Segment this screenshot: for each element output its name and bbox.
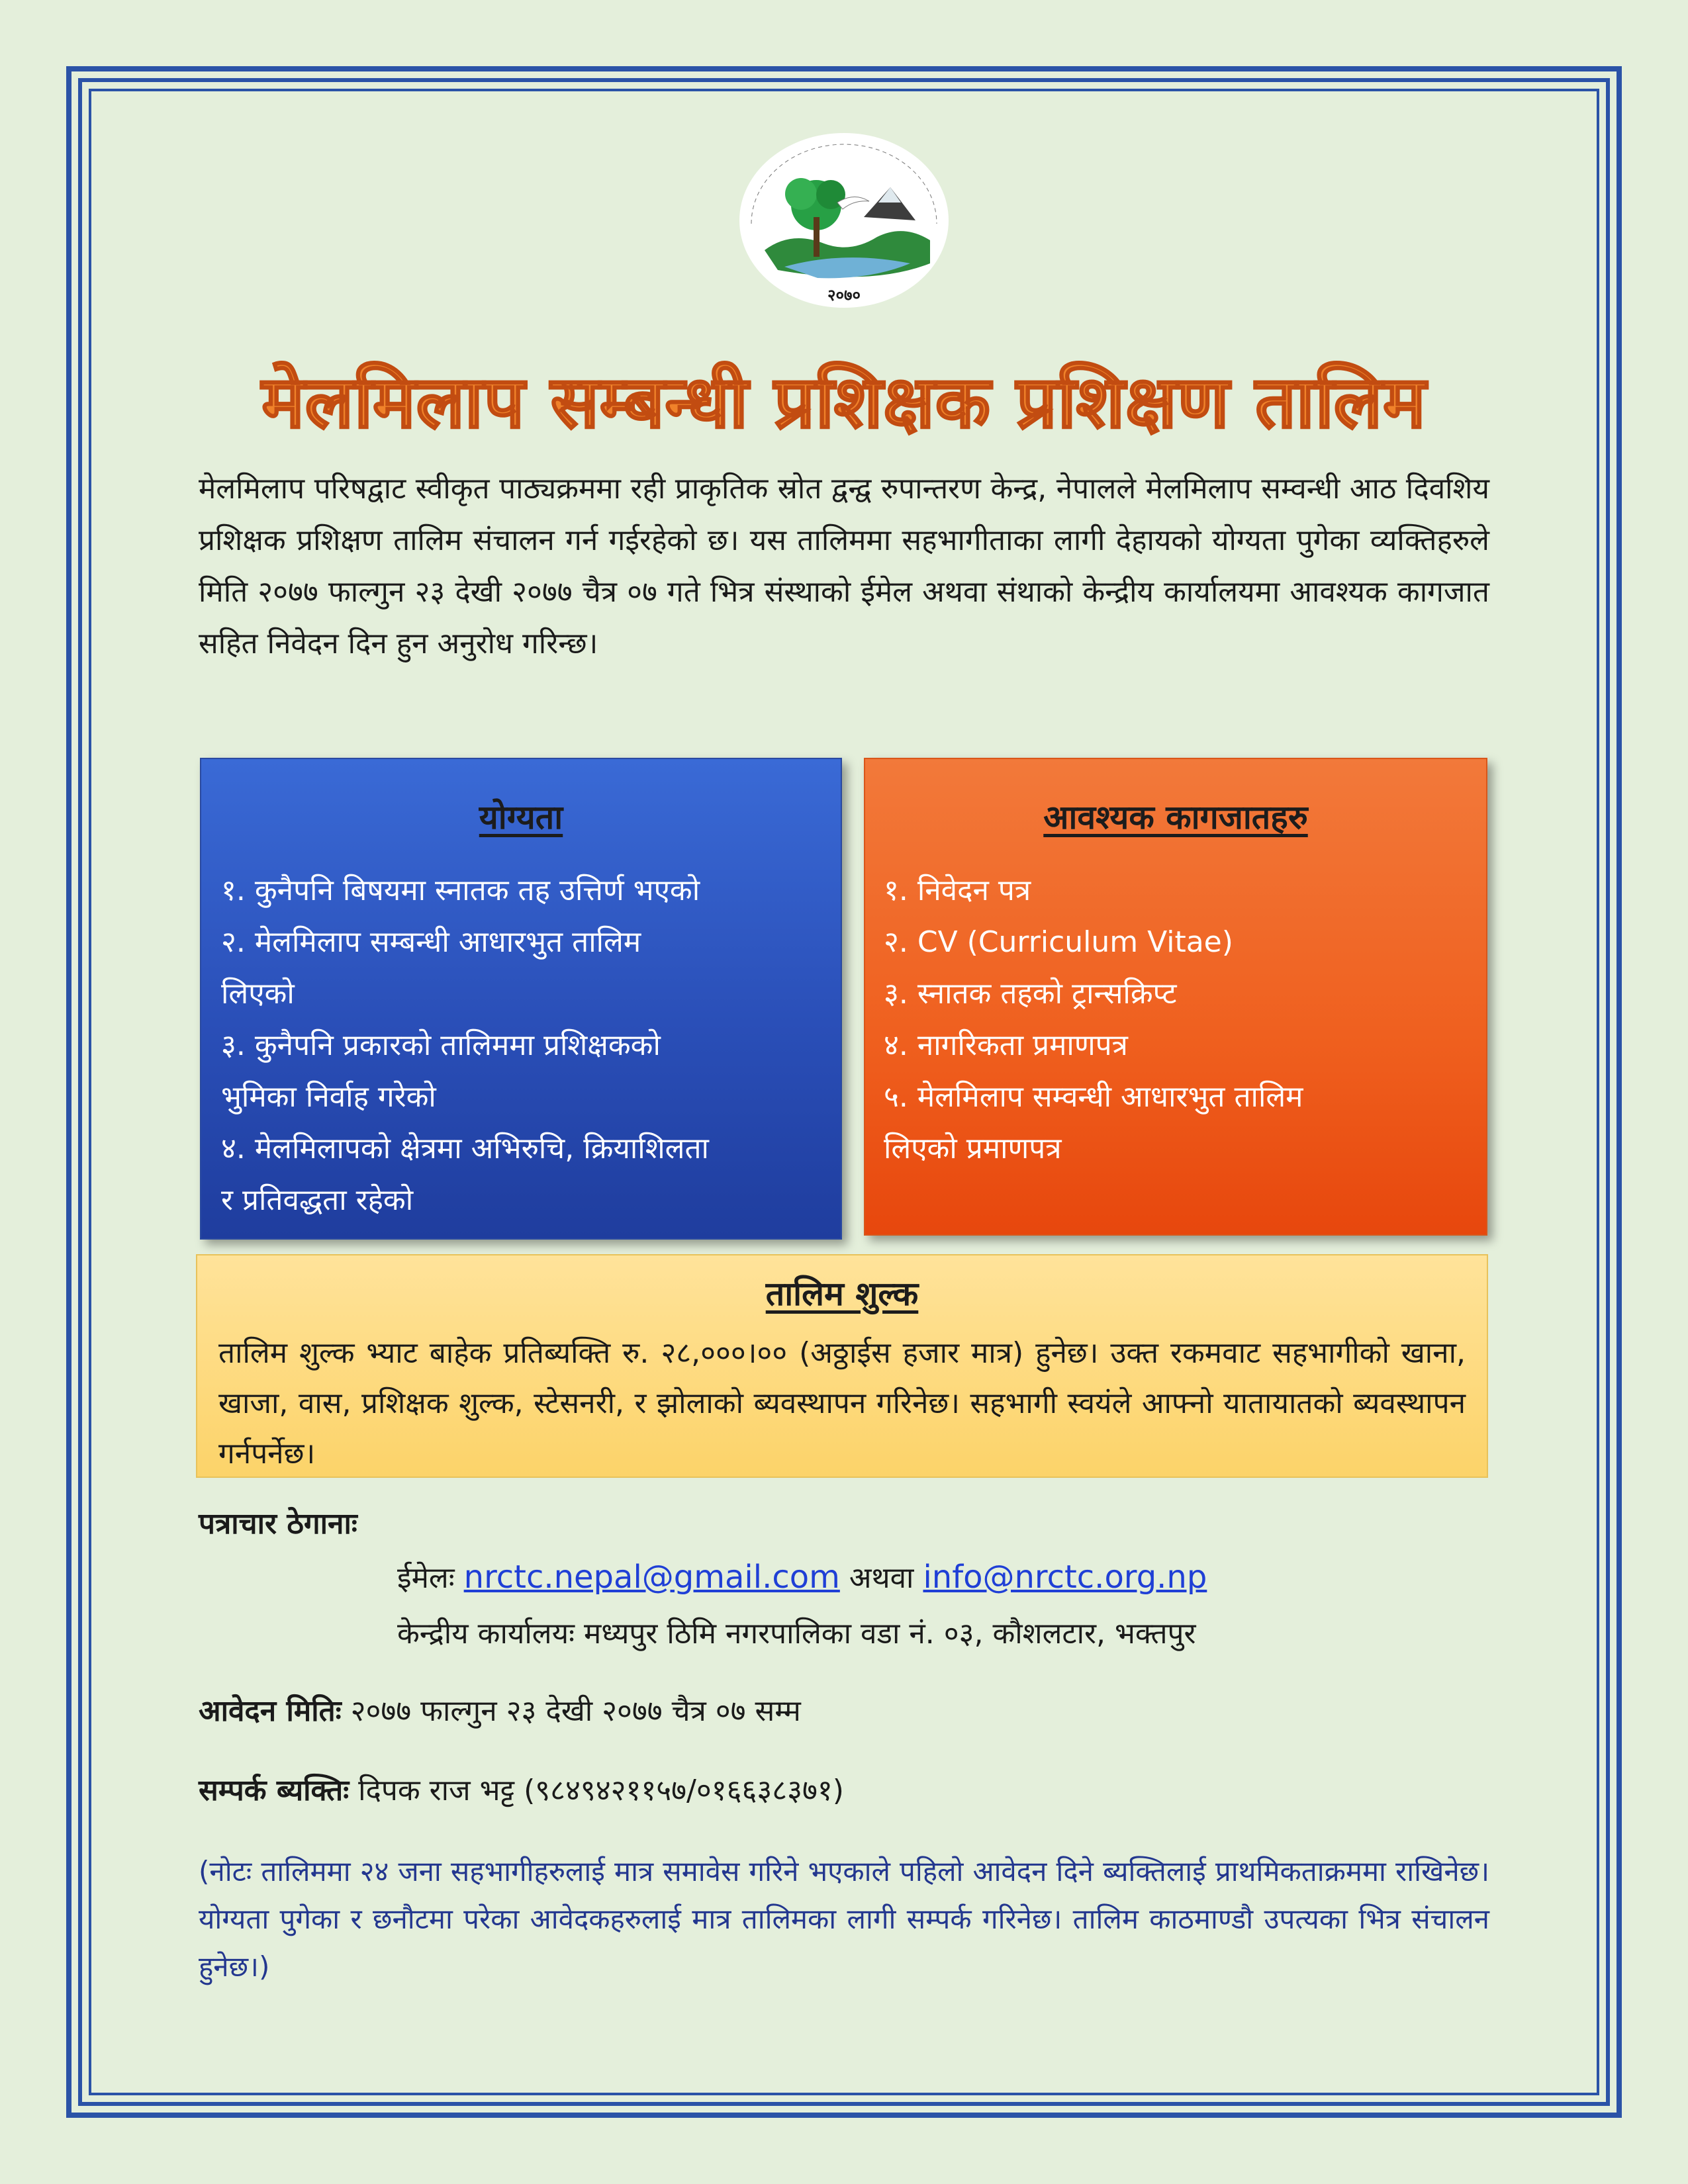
document-item: ४. नागरिकता प्रमाणपत्र [884, 1028, 1128, 1062]
application-date-label: आवेदन मितिः [199, 1694, 342, 1728]
qualification-item: २. मेलमिलाप सम्बन्धी आधारभुत तालिम [221, 925, 641, 959]
fee-heading: तालिम शुल्क [765, 1275, 919, 1313]
email-line [397, 1557, 1207, 1596]
documents-list [884, 865, 1466, 1175]
document-item: २. CV (Curriculum Vitae) [884, 925, 1233, 959]
contact-person-value: दिपक राज भट्ट (९८४९४२११५७/०१६६३८३७१) [358, 1774, 844, 1807]
logo-year: २०७० [827, 286, 861, 304]
document-item: १. निवेदन पत्र [884, 874, 1031, 907]
office-address: केन्द्रीय कार्यालयः मध्यपुर ठिमि नगरपालिका वडा नं. ०३, कौशलटार, भक्तपुर [397, 1617, 1196, 1651]
document-item: लिएको प्रमाणपत्र [884, 1132, 1062, 1165]
note-paragraph: (नोटः तालिममा २४ जना सहभागीहरुलाई मात्र समावेस गरिने भएकाले पहिलो आवेदन दिने ब्यक्तिलाई प्राथमिकताक्रममा राखिनेछ। योग्यता पुगेका र छनौटमा परेका आवेदकहरुलाई मात्र तालिमका लागी सम्पर्क गरिनेछ। तालिम काठमाण्डौ उपत्यका भित्र संचालन हुनेछ।) [199, 1855, 1489, 1983]
qualifications-box [200, 758, 842, 1240]
qualification-item: १. कुनैपनि बिषयमा स्नातक तह उत्तिर्ण भएको [221, 874, 700, 907]
qualification-item: लिएको [221, 977, 295, 1011]
application-date-value: २०७७ फाल्गुन २३ देखी २०७७ चैत्र ०७ सम्म [350, 1694, 801, 1728]
qualification-item: ४. मेलमिलापको क्षेत्रमा अभिरुचि, क्रियाशिलता [221, 1132, 709, 1165]
application-date-line [199, 1690, 801, 1729]
organization-logo [738, 131, 950, 310]
training-fee-box [196, 1254, 1488, 1478]
qualifications-heading: योग्यता [479, 798, 563, 837]
page-title: मेलमिलाप सम्बन्धी प्रशिक्षक प्रशिक्षण तालिम [261, 361, 1427, 444]
email-link-gmail[interactable]: nrctc.nepal@gmail.com [463, 1559, 840, 1596]
document-item: ३. स्नातक तहको ट्रान्सक्रिप्ट [884, 977, 1177, 1011]
contact-person-line [199, 1769, 844, 1809]
documents-box [864, 758, 1487, 1236]
qualification-item: भुमिका निर्वाह गरेको [221, 1080, 436, 1114]
fee-text: तालिम शुल्क भ्याट बाहेक प्रतिब्यक्ति रु. २८,०००।०० (अठ्ठाईस हजार मात्र) हुनेछ। उक्त रकमवाट सहभागीको खाना, खाजा, वास, प्रशिक्षक शुल्क, स्टेसनरी, र झोलाको ब्यवस्थापन गरिनेछ। सहभागी स्वयंले आफ्नो यातायातको ब्यवस्थापन गर्नपर्नेछ। [218, 1336, 1466, 1471]
qualifications-list [221, 865, 821, 1226]
contact-person-label: सम्पर्क ब्यक्तिः [199, 1774, 350, 1807]
address-heading: पत्राचार ठेगानाः [199, 1507, 357, 1541]
intro-paragraph: मेलमिलाप परिषद्वाट स्वीकृत पाठ्यक्रममा रही प्राकृतिक स्रोत द्वन्द्व रुपान्तरण केन्द्र, नेपालले मेलमिलाप सम्वन्धी आठ दिवशिय प्रशिक्षक प्रशिक्षण तालिम संचालन गर्न गईरहेको छ। यस तालिममा सहभागीताका लागी देहायको योग्यता पुगेका व्यक्तिहरुले मिति २०७७ फाल्गुन २३ देखी २०७७ चैत्र ०७ गते भित्र संस्थाको ईमेल अथवा संथाको केन्द्रीय कार्यालयमा आवश्यक कागजात सहित निवेदन दिन हुन अनुरोध गरिन्छ। [199, 472, 1489, 660]
document-item: ५. मेलमिलाप सम्वन्धी आधारभुत तालिम [884, 1080, 1303, 1114]
email-label: ईमेलः [397, 1561, 455, 1595]
qualification-item: र प्रतिवद्धता रहेको [221, 1183, 414, 1217]
or-text: अथवा [849, 1561, 914, 1595]
qualification-item: ३. कुनैपनि प्रकारको तालिममा प्रशिक्षकको [221, 1028, 661, 1062]
documents-heading: आवश्यक कागजातहरु [1043, 798, 1308, 837]
email-link-nrctc[interactable]: info@nrctc.org.np [923, 1559, 1207, 1596]
